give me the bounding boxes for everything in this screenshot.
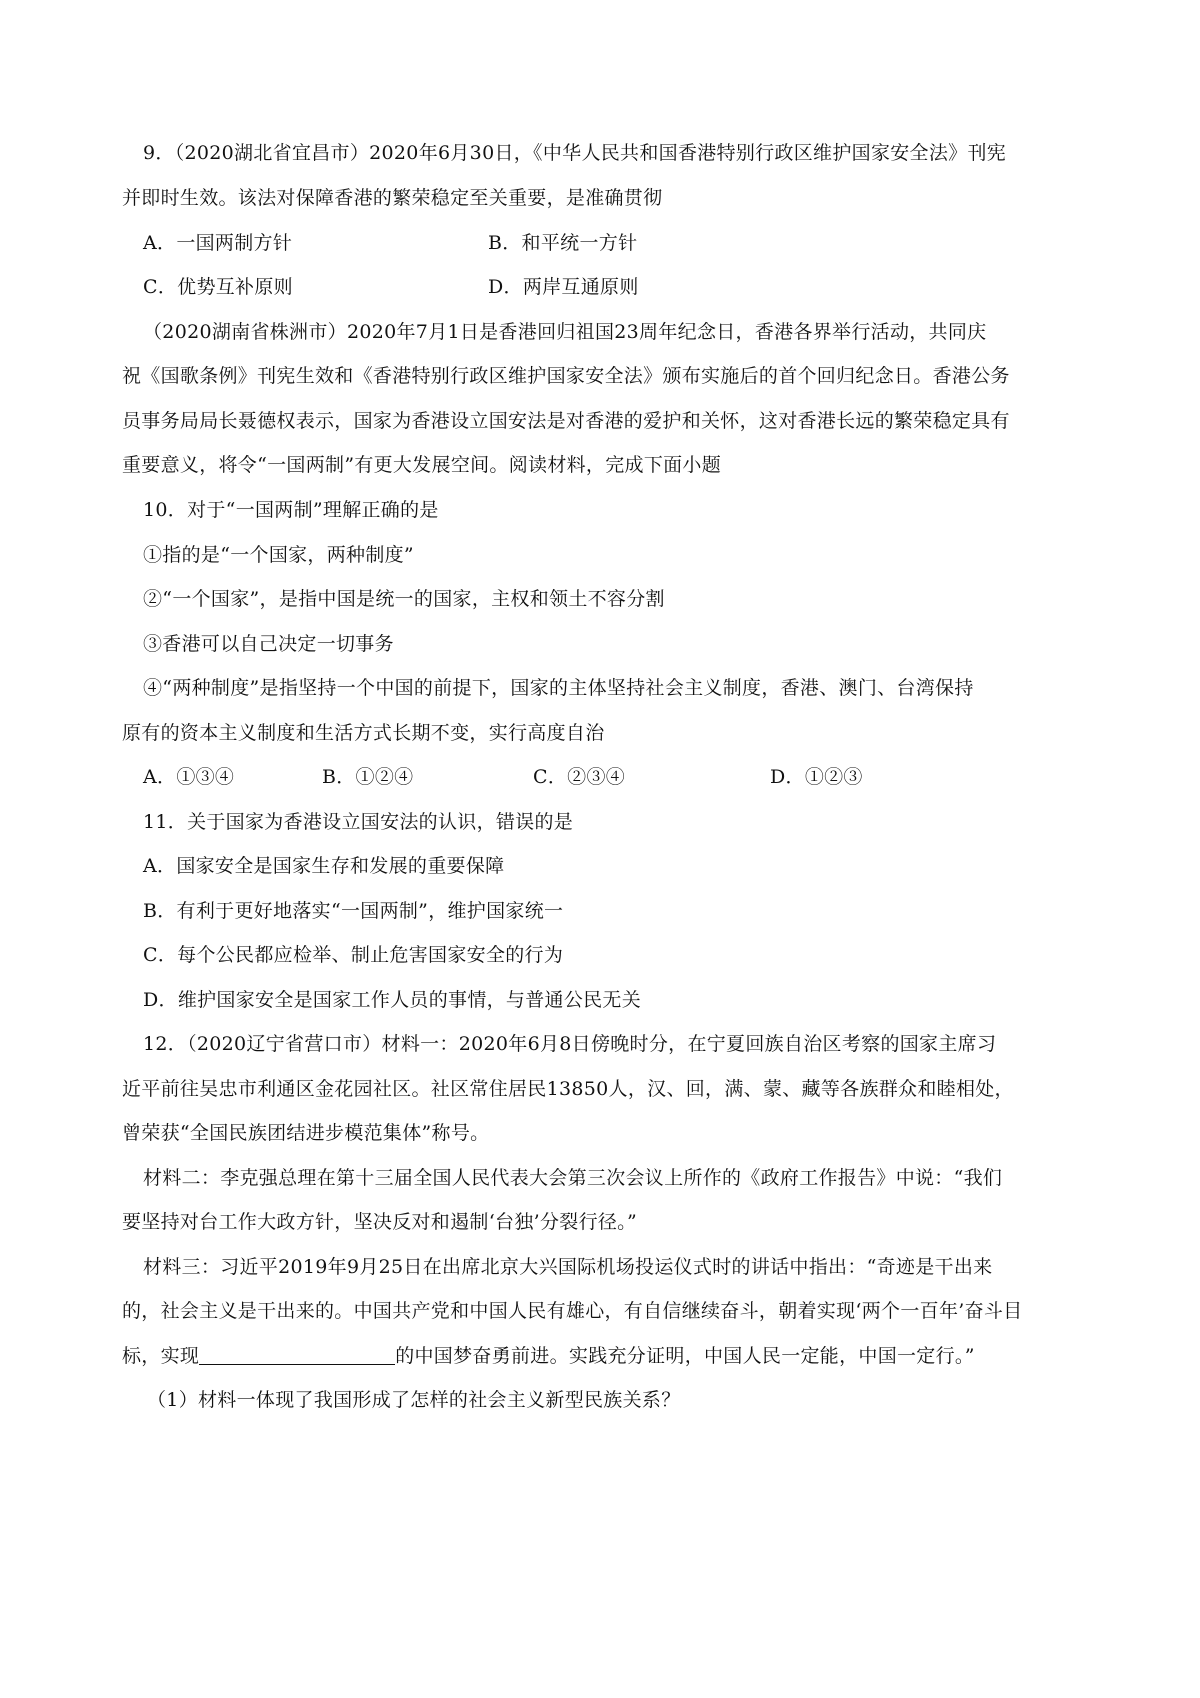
q12-material-3-line-1: 材料三：习近平2019年9月25日在出席北京大兴国际机场投运仪式时的讲话中指出：“奇迹是干出来	[143, 1256, 993, 1278]
material-line-4: 重要意义，将令“一国两制”有更大发展空间。阅读材料，完成下面小题	[122, 454, 722, 476]
q12-sub-question-1: （1）材料一体现了我国形成了怎样的社会主义新型民族关系？	[147, 1389, 681, 1411]
q9-option-b: B．和平统一方针	[488, 232, 638, 254]
q12-line-2: 近平前往吴忠市利通区金花园社区。社区常住居民13850人，汉、回，满、蒙、藏等各族群众和睦相处，	[122, 1078, 1014, 1100]
material-line-1: （2020湖南省株洲市）2020年7月1日是香港回归祖国23周年纪念日，香港各界举行活动，共同庆	[143, 321, 987, 343]
q9-line-2: 并即时生效。该法对保障香港的繁荣稳定至关重要，是准确贯彻	[122, 187, 663, 209]
fill-in-blank	[199, 1344, 395, 1365]
q9-line-1: 9．（2020湖北省宜昌市）2020年6月30日，《中华人民共和国香港特别行政区维护国家安全法》刊宪	[143, 142, 1007, 164]
q12-material-2-line-1: 材料二：李克强总理在第十三届全国人民代表大会第三次会议上所作的《政府工作报告》中说：“我们	[143, 1167, 1003, 1189]
q12-line-1: 12．（2020辽宁省营口市）材料一：2020年6月8日傍晚时分，在宁夏回族自治区考察的国家主席习	[143, 1033, 997, 1055]
q11-option-a: A．国家安全是国家生存和发展的重要保障	[143, 855, 505, 877]
q11-option-d: D．维护国家安全是国家工作人员的事情，与普通公民无关	[143, 989, 642, 1011]
material-line-3: 员事务局局长聂德权表示，国家为香港设立国安法是对香港的爱护和关怀，这对香港长远的繁荣稳定具有	[122, 410, 1010, 432]
q10-statement-4-line-2: 原有的资本主义制度和生活方式长期不变，实行高度自治	[122, 722, 605, 744]
q10-option-a: A．①③④	[143, 766, 235, 788]
q10-option-c: C．②③④	[533, 766, 626, 788]
q10-option-b: B．①②④	[322, 766, 414, 788]
q10-statement-3: ③香港可以自己决定一切事务	[143, 633, 394, 655]
q12-line-3: 曾荣获“全国民族团结进步模范集体”称号。	[122, 1122, 490, 1144]
q11-stem: 11．关于国家为香港设立国安法的认识，错误的是	[143, 811, 574, 833]
q12-material-3-suffix: 的中国梦奋勇前进。实践充分证明，中国人民一定能，中国一定行。”	[395, 1345, 975, 1367]
q12-material-2-line-2: 要坚持对台工作大政方针，坚决反对和遏制‘台独’分裂行径。”	[122, 1211, 637, 1233]
q11-option-b: B．有利于更好地落实“一国两制”，维护国家统一	[143, 900, 564, 922]
q9-option-d: D．两岸互通原则	[488, 276, 639, 298]
q12-material-3-prefix: 标，实现	[122, 1345, 200, 1367]
q10-stem: 10．对于“一国两制”理解正确的是	[143, 499, 439, 521]
q10-statement-4-line-1: ④“两种制度”是指坚持一个中国的前提下，国家的主体坚持社会主义制度，香港、澳门、台湾保持	[143, 677, 974, 699]
q12-material-3-line-2: 的，社会主义是干出来的。中国共产党和中国人民有雄心，有自信继续奋斗，朝着实现‘两个一百年’奋斗目	[122, 1300, 1023, 1322]
material-line-2: 祝《国歌条例》刊宪生效和《香港特别行政区维护国家安全法》颁布实施后的首个回归纪念日。香港公务	[122, 365, 1010, 387]
q12-material-3-line-3	[122, 1343, 1200, 1369]
q10-statement-1: ①指的是“一个国家，两种制度”	[143, 544, 414, 566]
q10-statement-2: ②“一个国家”，是指中国是统一的国家，主权和领土不容分割	[143, 588, 665, 610]
q9-option-a: A．一国两制方针	[143, 232, 293, 254]
q10-option-d: D．①②③	[770, 766, 863, 788]
q9-option-c: C．优势互补原则	[143, 276, 293, 298]
q11-option-c: C．每个公民都应检举、制止危害国家安全的行为	[143, 944, 564, 966]
